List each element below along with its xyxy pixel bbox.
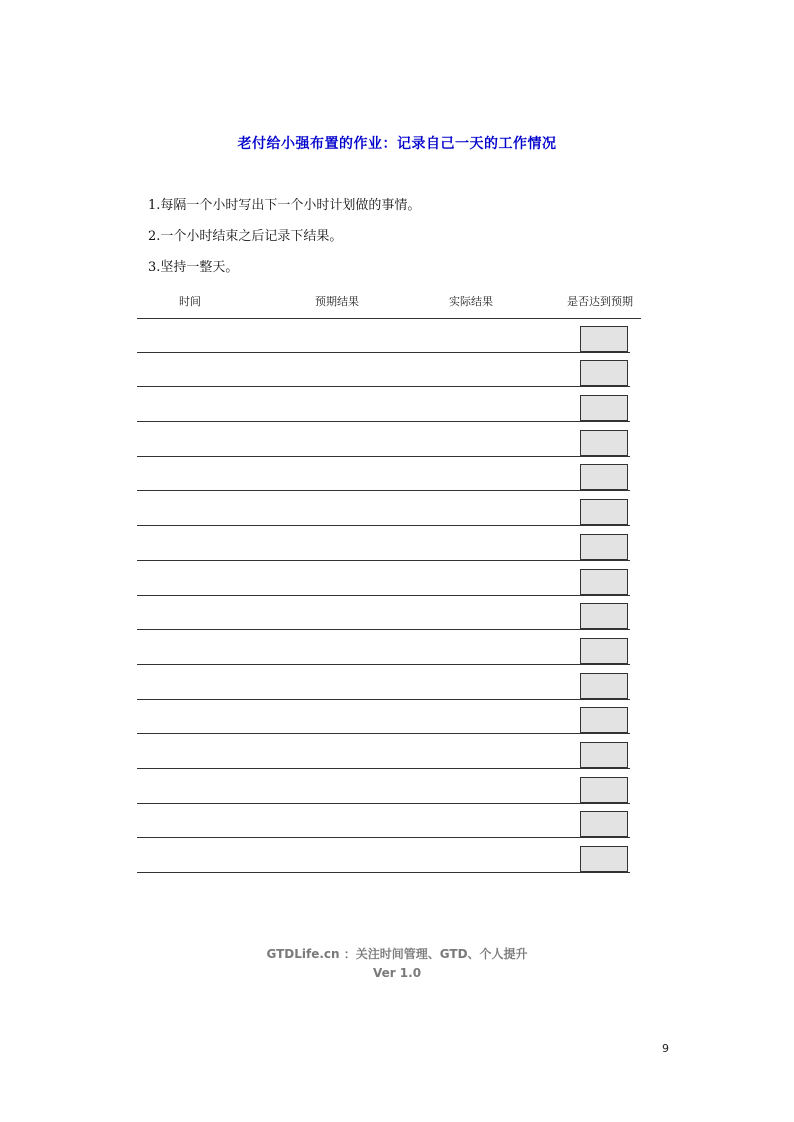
- footer-version: Ver 1.0: [372, 966, 422, 980]
- achieved-checkbox[interactable]: [580, 464, 628, 490]
- header-expected-result: 预期结果: [315, 295, 359, 308]
- table-row: [137, 353, 641, 388]
- table-row: [137, 769, 641, 804]
- table-row: [137, 387, 641, 422]
- achieved-checkbox[interactable]: [580, 569, 628, 595]
- page-number: 9: [662, 1042, 669, 1055]
- header-time: 时间: [179, 295, 201, 308]
- table-row: [137, 630, 641, 665]
- table-row: [137, 700, 641, 735]
- table-row: [137, 318, 641, 353]
- achieved-checkbox[interactable]: [580, 430, 628, 456]
- achieved-checkbox[interactable]: [580, 326, 628, 352]
- achieved-checkbox[interactable]: [580, 811, 628, 837]
- achieved-checkbox[interactable]: [580, 360, 628, 386]
- table-row: [137, 734, 641, 769]
- achieved-checkbox[interactable]: [580, 707, 628, 733]
- achieved-checkbox[interactable]: [580, 499, 628, 525]
- table-header: [137, 293, 641, 313]
- table-row: [137, 422, 641, 457]
- achieved-checkbox[interactable]: [580, 638, 628, 664]
- header-actual-result: 实际结果: [449, 295, 493, 308]
- table-row: [137, 526, 641, 561]
- achieved-checkbox[interactable]: [580, 673, 628, 699]
- table-row: [137, 491, 641, 526]
- footer-site: GTDLife.cn ：关注时间管理、GTD、个人提升: [266, 947, 528, 961]
- instruction-1: 1.每隔一个小时写出下一个小时计划做的事情。: [148, 198, 421, 213]
- document-title: 老付给小强布置的作业：记录自己一天的工作情况: [237, 136, 557, 152]
- achieved-checkbox[interactable]: [580, 534, 628, 560]
- achieved-checkbox[interactable]: [580, 777, 628, 803]
- instruction-2: 2.一个小时结束之后记录下结果。: [148, 229, 343, 244]
- row-divider: [137, 872, 630, 873]
- table-row: [137, 457, 641, 492]
- header-achieved-expectation: 是否达到预期: [567, 295, 633, 308]
- table-row: [137, 596, 641, 631]
- table-row: [137, 665, 641, 700]
- table-row: [137, 804, 641, 839]
- achieved-checkbox[interactable]: [580, 395, 628, 421]
- achieved-checkbox[interactable]: [580, 742, 628, 768]
- achieved-checkbox[interactable]: [580, 846, 628, 872]
- table-row: [137, 838, 641, 873]
- instruction-3: 3.坚持一整天。: [148, 260, 239, 275]
- achieved-checkbox[interactable]: [580, 603, 628, 629]
- instruction-list: [148, 196, 420, 289]
- table-row: [137, 561, 641, 596]
